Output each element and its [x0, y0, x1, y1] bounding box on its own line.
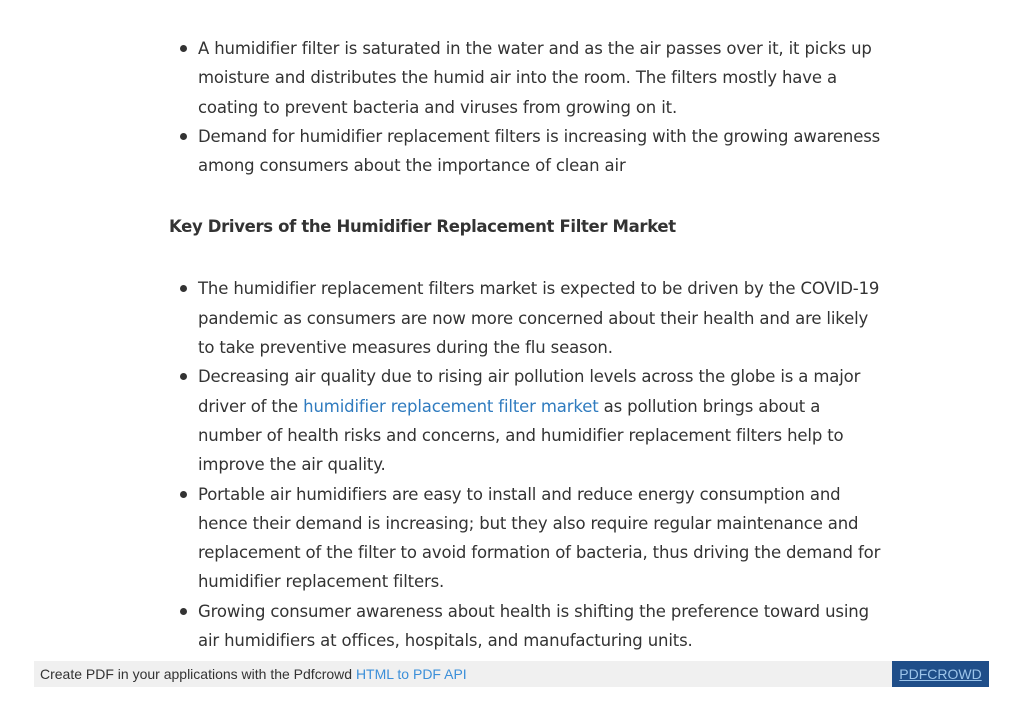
pdfcrowd-logo-button[interactable]: PDFCROWD	[892, 661, 989, 687]
list-item	[198, 274, 880, 362]
banner-text	[40, 666, 467, 682]
list-item	[198, 34, 872, 122]
text-line: Decreasing air quality due to rising air pollution levels across the globe is a major	[198, 367, 861, 387]
text-line: among consumers about the importance of clean air	[198, 156, 626, 176]
bullet-dot-icon	[180, 608, 187, 615]
bullet-dot-icon	[180, 285, 187, 292]
bullet-dot-icon	[180, 133, 187, 140]
text-segment: as pollution brings about a	[598, 396, 821, 416]
text-line: number of health risks and concerns, and humidifier replacement filters help to	[198, 425, 844, 445]
text-line: replacement of the filter to avoid formation of bacteria, thus driving the demand for	[198, 543, 881, 563]
article-content	[169, 34, 881, 655]
list-item	[198, 480, 881, 597]
section-heading: Key Drivers of the Humidifier Replacement Filter Market	[169, 217, 676, 237]
list-item	[198, 362, 869, 479]
bullet-dot-icon	[180, 45, 187, 52]
text-line: humidifier replacement filters.	[198, 572, 445, 592]
text-line: Demand for humidifier replacement filters is increasing with the growing awareness	[198, 126, 881, 146]
banner-caption: Create PDF in your applications with the Pdfcrowd	[40, 666, 356, 682]
text-line: Growing consumer awareness about health is shifting the preference toward using	[198, 601, 869, 621]
text-line: air humidifiers at offices, hospitals, and manufacturing units.	[198, 631, 693, 651]
pdfcrowd-banner	[34, 661, 989, 687]
text-line: hence their demand is increasing; but they also require regular maintenance and	[198, 513, 859, 533]
html-to-pdf-api-link[interactable]: HTML to PDF API	[355, 666, 467, 682]
text-line: improve the air quality.	[198, 455, 386, 475]
text-line: pandemic as consumers are now more concerned about their health and are likely	[198, 308, 869, 328]
text-line: to take preventive measures during the flu season.	[198, 338, 613, 358]
text-line: A humidifier filter is saturated in the water and as the air passes over it, it picks up	[198, 39, 872, 58]
text-segment: driver of the	[198, 396, 304, 416]
text-line: The humidifier replacement filters market is expected to be driven by the COVID-19	[198, 279, 880, 299]
bullet-dot-icon	[180, 491, 187, 498]
text-line: moisture and distributes the humid air into the room. The filters mostly have a	[198, 68, 837, 88]
bullet-dot-icon	[180, 373, 187, 380]
humidifier-market-link[interactable]: humidifier replacement filter market	[303, 396, 599, 416]
intro-bullet-list	[169, 34, 881, 180]
list-item	[198, 597, 869, 656]
drivers-bullet-list	[169, 274, 881, 655]
list-item	[198, 122, 881, 181]
text-line: coating to prevent bacteria and viruses from growing on it.	[198, 97, 678, 117]
text-line	[198, 392, 869, 421]
text-line: Portable air humidifiers are easy to install and reduce energy consumption and	[198, 484, 841, 504]
